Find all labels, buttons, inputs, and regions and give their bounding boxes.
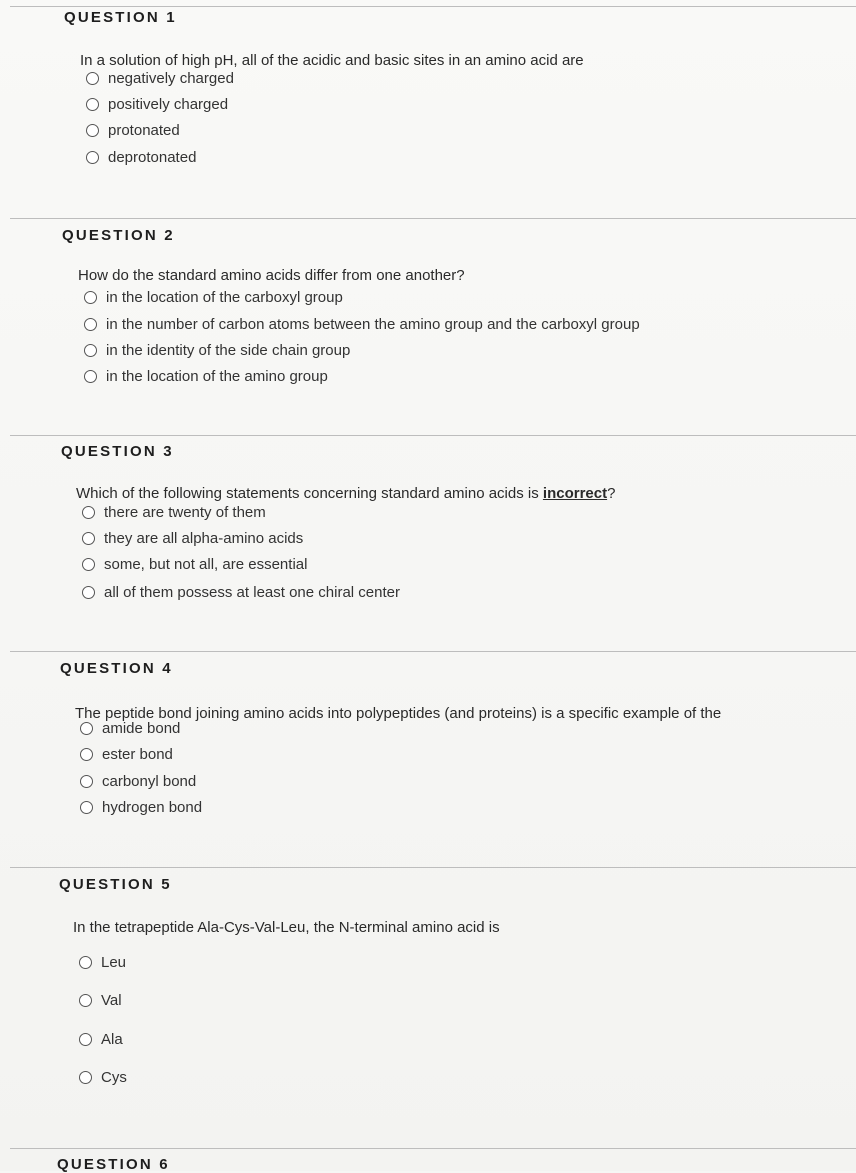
radio-button[interactable] bbox=[86, 98, 99, 111]
radio-button[interactable] bbox=[84, 370, 97, 383]
radio-button[interactable] bbox=[82, 532, 95, 545]
answer-option[interactable] bbox=[79, 954, 126, 971]
answer-option[interactable] bbox=[86, 149, 196, 166]
answer-option-label: in the number of carbon atoms between the amino group and the carboxyl group bbox=[106, 316, 640, 333]
radio-button[interactable] bbox=[79, 956, 92, 969]
question-divider bbox=[10, 867, 856, 868]
question-text: In a solution of high pH, all of the acidic and basic sites in an amino acid are bbox=[80, 52, 584, 69]
answer-option-label: all of them possess at least one chiral center bbox=[104, 584, 400, 601]
question-divider bbox=[10, 435, 856, 436]
question-divider bbox=[10, 651, 856, 652]
answer-option[interactable] bbox=[80, 720, 180, 737]
answer-option[interactable] bbox=[86, 96, 228, 113]
radio-button[interactable] bbox=[80, 801, 93, 814]
answer-option[interactable] bbox=[80, 746, 173, 763]
answer-option-label: Leu bbox=[101, 954, 127, 971]
answer-option[interactable] bbox=[86, 70, 234, 87]
question-text-part: ? bbox=[607, 485, 616, 502]
answer-option-label: some, but not all, are essential bbox=[104, 556, 308, 573]
radio-button[interactable] bbox=[80, 748, 93, 761]
answer-option[interactable] bbox=[82, 504, 266, 521]
question-text: In the tetrapeptide Ala-Cys-Val-Leu, the N-terminal amino acid is bbox=[73, 919, 500, 936]
answer-option[interactable] bbox=[79, 1031, 123, 1048]
radio-button[interactable] bbox=[86, 151, 99, 164]
answer-option[interactable] bbox=[80, 799, 202, 816]
question-text-part: Which of the following statements concerning standard amino acids is bbox=[76, 485, 543, 502]
question-text: How do the standard amino acids differ from one another? bbox=[78, 267, 465, 284]
answer-option[interactable] bbox=[79, 1069, 127, 1086]
answer-option-label: they are all alpha-amino acids bbox=[104, 530, 304, 547]
answer-option-label: hydrogen bond bbox=[102, 799, 203, 816]
answer-option[interactable] bbox=[82, 530, 303, 547]
radio-button[interactable] bbox=[84, 318, 97, 331]
radio-button[interactable] bbox=[82, 558, 95, 571]
question-text: The peptide bond joining amino acids into polypeptides (and proteins) is a specific example of the bbox=[75, 705, 722, 722]
answer-option-label: Val bbox=[101, 992, 122, 1009]
question-title: QUESTION 1 bbox=[64, 9, 177, 26]
question-title: QUESTION 6 bbox=[57, 1156, 170, 1173]
question-title: QUESTION 4 bbox=[60, 660, 173, 677]
radio-button[interactable] bbox=[84, 291, 97, 304]
question-divider bbox=[10, 6, 856, 7]
answer-option-label: in the location of the amino group bbox=[106, 368, 328, 385]
radio-button[interactable] bbox=[79, 1033, 92, 1046]
answer-option[interactable] bbox=[82, 584, 400, 601]
radio-button[interactable] bbox=[82, 586, 95, 599]
answer-option[interactable] bbox=[84, 316, 640, 333]
radio-button[interactable] bbox=[84, 344, 97, 357]
radio-button[interactable] bbox=[79, 1071, 92, 1084]
answer-option-label: in the location of the carboxyl group bbox=[106, 289, 343, 306]
question-divider bbox=[10, 1148, 856, 1149]
answer-option-label: negatively charged bbox=[108, 70, 234, 87]
answer-option-label: amide bond bbox=[102, 720, 181, 737]
answer-option[interactable] bbox=[80, 773, 196, 790]
answer-option-label: there are twenty of them bbox=[104, 504, 266, 521]
answer-option[interactable] bbox=[82, 556, 307, 573]
answer-option-label: Cys bbox=[101, 1069, 127, 1086]
question-divider bbox=[10, 218, 856, 219]
answer-option-label: carbonyl bond bbox=[102, 773, 197, 790]
answer-option[interactable] bbox=[79, 992, 122, 1009]
answer-option-label: positively charged bbox=[108, 96, 229, 113]
question-title: QUESTION 3 bbox=[61, 443, 174, 460]
radio-button[interactable] bbox=[80, 722, 93, 735]
radio-button[interactable] bbox=[86, 72, 99, 85]
question-title: QUESTION 2 bbox=[62, 227, 175, 244]
answer-option-label: deprotonated bbox=[108, 149, 197, 166]
answer-option-label: protonated bbox=[108, 122, 180, 139]
question-title: QUESTION 5 bbox=[59, 876, 172, 893]
answer-option-label: ester bond bbox=[102, 746, 173, 763]
radio-button[interactable] bbox=[86, 124, 99, 137]
radio-button[interactable] bbox=[80, 775, 93, 788]
radio-button[interactable] bbox=[82, 506, 95, 519]
question-emphasis: incorrect bbox=[542, 485, 608, 502]
answer-option[interactable] bbox=[84, 342, 350, 359]
answer-option[interactable] bbox=[84, 368, 328, 385]
radio-button[interactable] bbox=[79, 994, 92, 1007]
question-text bbox=[76, 485, 615, 502]
answer-option-label: Ala bbox=[101, 1031, 123, 1048]
answer-option[interactable] bbox=[84, 289, 343, 306]
answer-option-label: in the identity of the side chain group bbox=[106, 342, 351, 359]
answer-option[interactable] bbox=[86, 122, 180, 139]
